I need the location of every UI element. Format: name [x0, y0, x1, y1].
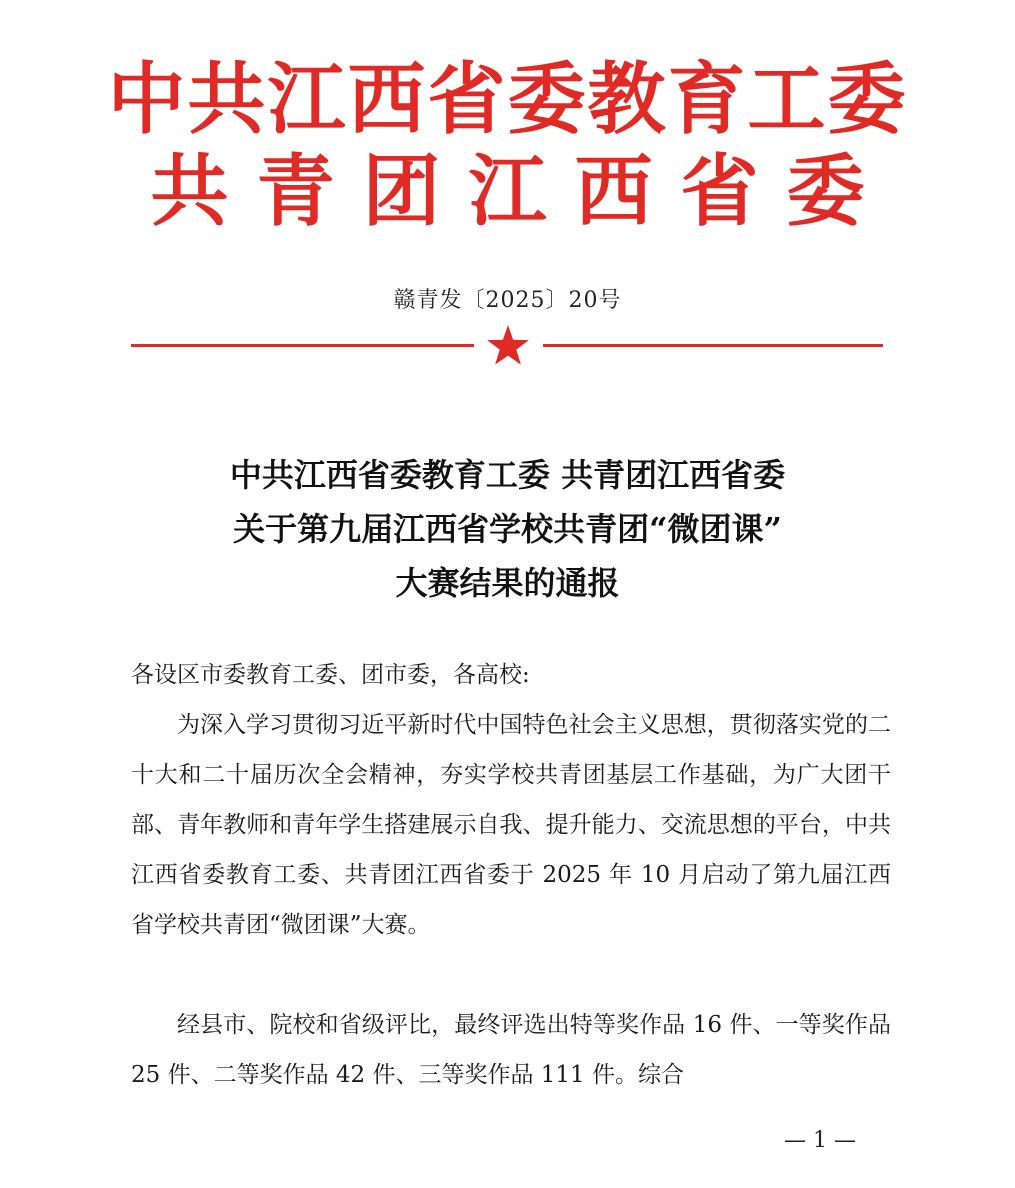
document-number: 赣青发〔2025〕20号: [393, 288, 622, 313]
issuing-org-line-2: 共青团江西省委: [150, 147, 893, 237]
title-line-3: 大赛结果的通报: [395, 564, 620, 602]
body-paragraph-1: 为深入学习贯彻习近平新时代中国特色社会主义思想，贯彻落实党的二十大和二十届历次全会精神，夯实学校共青团基层工作基础，为广大团干部、青年教师和青年学生搭建展示自我、提升能力、交流思想的平台，中共江西省委教育工委、共青团江西省委于 2025 年 10 月启动了第九届江西省学校共青团“微团课”大赛。: [131, 712, 891, 938]
red-star-icon: [486, 324, 530, 368]
red-divider-right: [543, 344, 883, 347]
salutation: 各设区市委教育工委、团市委，各高校:: [131, 662, 530, 688]
title-line-2: 关于第九届江西省学校共青团“微团课”: [233, 510, 782, 548]
issuing-org-line-1: 中共江西省委教育工委: [107, 55, 908, 145]
body-paragraph-2: 经县市、院校和省级评比，最终评选出特等奖作品 16 件、一等奖作品 25 件、二等奖作品 42 件、三等奖作品 111 件。综合: [131, 1012, 891, 1088]
red-divider-left: [131, 344, 474, 347]
document-title: [0, 448, 1015, 610]
page-number: — 1 —: [784, 1128, 856, 1153]
title-line-1: 中共江西省委教育工委 共青团江西省委: [229, 456, 786, 494]
